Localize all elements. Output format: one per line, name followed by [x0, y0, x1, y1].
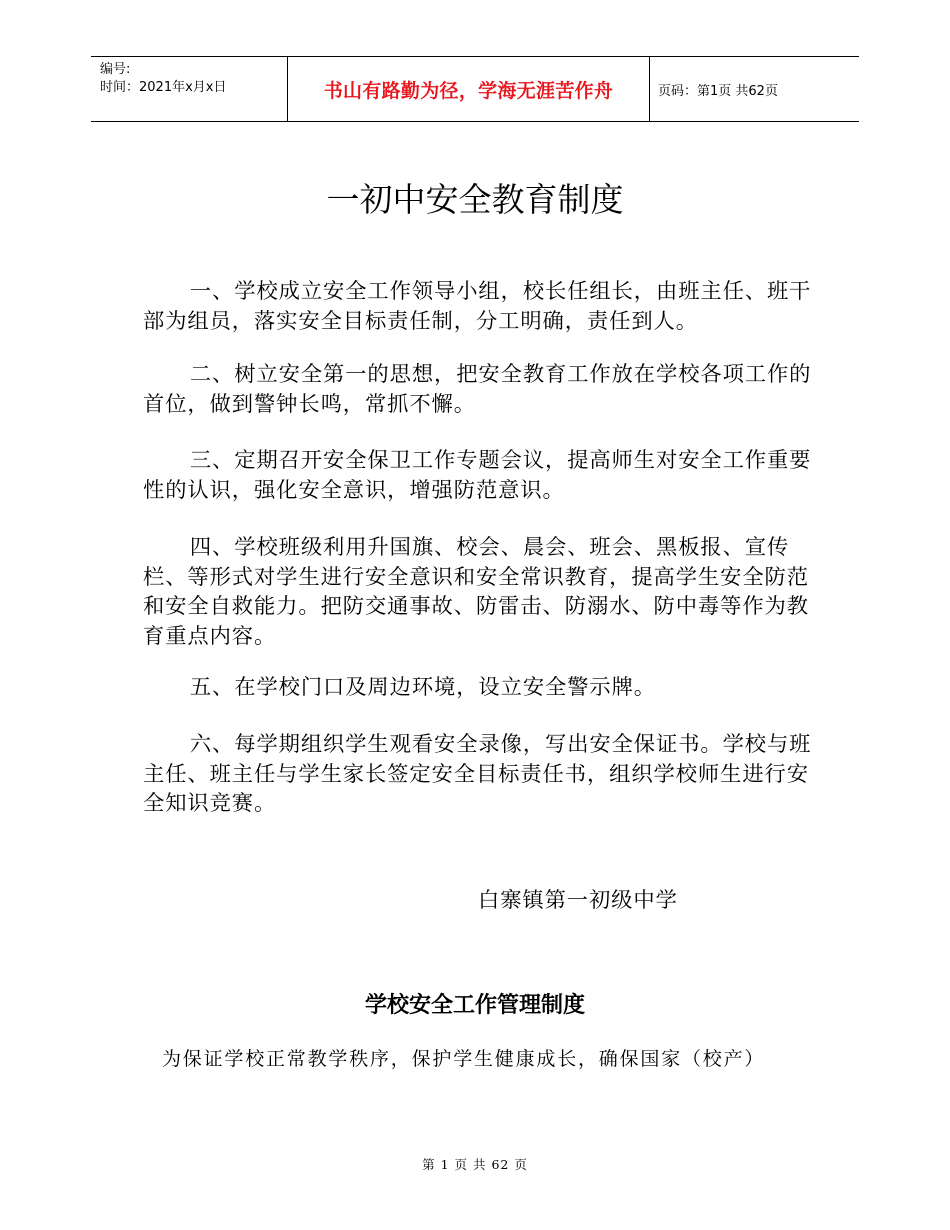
- paragraph-5: 五、在学校门口及周边环境，设立安全警示牌。: [189, 675, 656, 700]
- document-title: 一初中安全教育制度: [326, 180, 624, 219]
- number-label: 编号:: [100, 62, 131, 77]
- paragraph-1: 一、学校成立安全工作领导小组，校长任组长，由班主任、班干部为组员，落实安全目标责任制，分工明确，责任到人。: [143, 279, 812, 334]
- header-motto: 书山有路勤为径，学海无涯苦作舟: [287, 57, 650, 121]
- header-meta: [91, 57, 287, 121]
- section-title: 学校安全工作管理制度: [364, 993, 585, 1018]
- page-header: [91, 56, 859, 122]
- paragraph-6: 六、每学期组织学生观看安全录像，写出安全保证书。学校与班主任、班主任与学生家长签定安全目标责任书，组织学校师生进行安全知识竞赛。: [143, 732, 812, 816]
- paragraph-3: 三、定期召开安全保卫工作专题会议，提高师生对安全工作重要性的认识，强化安全意识，增强防范意识。: [143, 448, 812, 503]
- paragraph-4: 四、学校班级利用升国旗、校会、晨会、班会、黑板报、宣传栏、等形式对学生进行安全意识和安全常识教育，提高学生安全防范和安全自救能力。把防交通事故、防雷击、防溺水、防中毒等作为教育重点内容。: [143, 535, 809, 649]
- header-page-label: 页码：第1页 共62页: [658, 83, 778, 99]
- time-label: 时间：2021年x月x日: [100, 80, 227, 95]
- page-footer: 第 1 页 共 62 页: [422, 1157, 528, 1172]
- section-intro: 为保证学校正常教学秩序，保护学生健康成长，确保国家（校产）: [162, 1048, 766, 1070]
- paragraph-2: 二、树立安全第一的思想，把安全教育工作放在学校各项工作的首位，做到警钟长鸣，常抓不懈。: [143, 362, 812, 417]
- signature: 白寨镇第一初级中学: [478, 888, 678, 913]
